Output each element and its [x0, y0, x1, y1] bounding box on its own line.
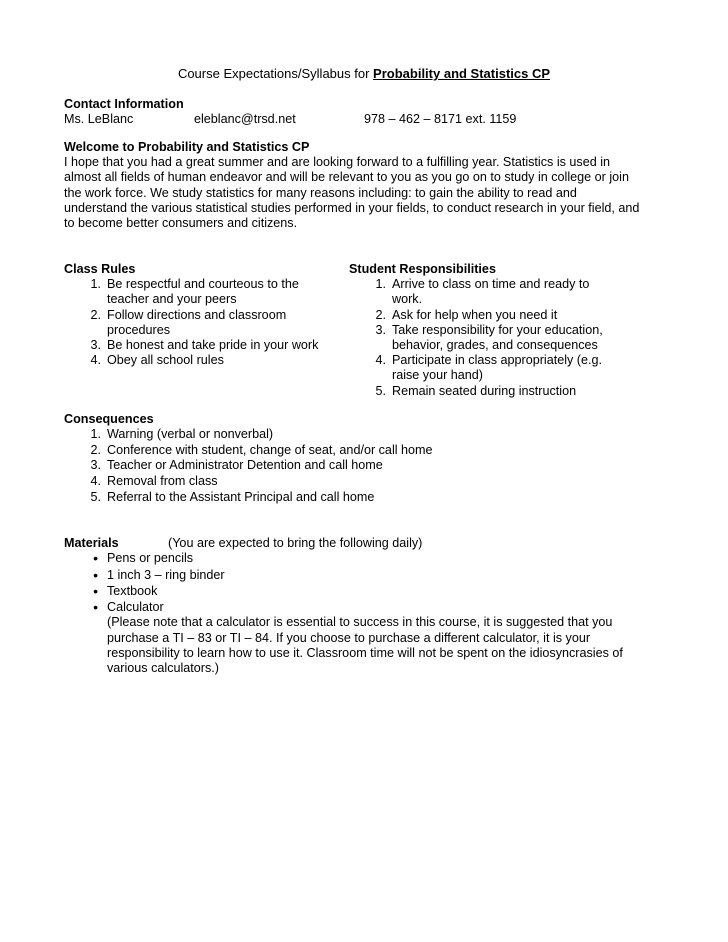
item-line: raise your hand): [392, 368, 484, 383]
list-item: [349, 353, 649, 383]
item-number: 5.: [375, 383, 386, 398]
item-text: Ask for help when you need it: [392, 307, 558, 322]
item-text: Obey all school rules: [107, 353, 224, 368]
list-item: [64, 584, 668, 600]
item-number: 3.: [90, 338, 101, 353]
class-rules-heading: Class Rules: [64, 262, 136, 276]
list-item: [64, 308, 349, 338]
list-item: [64, 277, 349, 307]
item-number: 3.: [375, 322, 386, 337]
item-text: Conference with student, change of seat, and/or call home: [107, 442, 433, 457]
materials-note: (You are expected to bring the following daily): [168, 536, 423, 550]
list-item: [64, 551, 668, 567]
calculator-label: Calculator: [107, 600, 164, 615]
item-line: teacher and your peers: [107, 292, 237, 307]
item-text: Be honest and take pride in your work: [107, 338, 319, 353]
bullet-icon: •: [93, 550, 98, 567]
welcome-heading: Welcome to Probability and Statistics CP: [64, 140, 310, 154]
materials-heading-row: [64, 536, 668, 551]
list-item: [64, 474, 668, 490]
item-number: 4.: [90, 353, 101, 368]
item-line: Arrive to class on time and ready to: [392, 277, 590, 292]
item-number: 2.: [90, 307, 101, 322]
item-number: 1.: [375, 277, 386, 292]
title-prefix: Course Expectations/Syllabus for: [177, 66, 374, 81]
list-item: [64, 338, 349, 353]
teacher-email: eleblanc@trsd.net: [194, 112, 296, 127]
item-text: [107, 277, 349, 307]
contact-row: [64, 112, 668, 127]
list-item: [64, 353, 349, 368]
contact-section: [64, 97, 668, 127]
calculator-note-line: (Please note that a calculator is essential to success in this course, it is suggested that you: [107, 615, 613, 630]
welcome-line: almost all fields of human endeavor and will be relevant to you as you go on to study in college or join: [64, 170, 629, 185]
item-number: 3.: [90, 458, 101, 473]
teacher-phone: 978 – 462 – 8171 ext. 1159: [364, 112, 517, 127]
item-line: behavior, grades, and consequences: [392, 338, 598, 353]
consequences-list: [64, 427, 668, 505]
item-text: Teacher or Administrator Detention and call home: [107, 458, 383, 473]
item-line: procedures: [107, 322, 171, 337]
item-number: 2.: [90, 442, 101, 457]
consequences-heading: Consequences: [64, 412, 154, 426]
list-item: [349, 384, 649, 399]
item-line: Participate in class appropriately (e.g.: [392, 353, 602, 368]
list-item: [64, 600, 668, 676]
item-line: Take responsibility for your education,: [392, 322, 603, 337]
page-title: [0, 66, 728, 81]
materials-section: [64, 536, 668, 676]
item-text: Pens or pencils: [107, 551, 194, 566]
contact-heading: Contact Information: [64, 97, 184, 111]
title-course: Probability and Statistics CP: [373, 66, 551, 81]
item-text: 1 inch 3 – ring binder: [107, 567, 225, 582]
item-number: 1.: [90, 427, 101, 442]
item-number: 1.: [90, 277, 101, 292]
item-text: Warning (verbal or nonverbal): [107, 427, 274, 442]
item-number: 4.: [90, 473, 101, 488]
list-item: [349, 323, 649, 353]
list-item: [64, 568, 668, 584]
item-text: Remain seated during instruction: [392, 383, 577, 398]
bullet-icon: •: [93, 566, 98, 583]
item-text: Removal from class: [107, 473, 218, 488]
item-text: [392, 353, 649, 383]
item-line: work.: [392, 292, 423, 307]
list-item: [349, 277, 649, 307]
item-number: 5.: [90, 489, 101, 504]
welcome-line: the work force. We study statistics for many reasons including: to gain the ability to read and: [64, 185, 577, 200]
item-number: 4.: [375, 353, 386, 368]
class-rules-list: [64, 277, 349, 368]
item-number: 2.: [375, 307, 386, 322]
bullet-icon: •: [93, 599, 98, 616]
list-item: [64, 443, 668, 459]
calculator-note-line: purchase a TI – 83 or TI – 84. If you choose to purchase a different calculator, it is your: [107, 630, 591, 645]
list-item: [64, 490, 668, 506]
item-text: [107, 308, 349, 338]
welcome-line: understand the various statistical studies performed in your fields, to conduct research in your field, and: [64, 200, 640, 215]
welcome-section: [64, 140, 668, 231]
list-item: [64, 458, 668, 474]
teacher-name: Ms. LeBlanc: [64, 112, 134, 127]
calculator-note-line: responsibility to learn how to use it. Classroom time will not be spent on the idiosyncrasies of: [107, 645, 623, 660]
calculator-note-line: various calculators.): [107, 660, 219, 675]
bullet-icon: •: [93, 582, 98, 599]
student-responsibilities-list: [349, 277, 649, 399]
item-line: Be respectful and courteous to the: [107, 277, 299, 292]
list-item: [64, 427, 668, 443]
item-line: Follow directions and classroom: [107, 307, 287, 322]
class-rules-section: [64, 262, 349, 368]
item-text: Referral to the Assistant Principal and call home: [107, 489, 375, 504]
item-text: [107, 600, 668, 676]
materials-list: [64, 551, 668, 676]
welcome-line: I hope that you had a great summer and are looking forward to a fulfilling year. Statistics is used in: [64, 155, 611, 170]
consequences-section: [64, 412, 668, 505]
item-text: Textbook: [107, 583, 158, 598]
item-text: [392, 277, 649, 307]
welcome-line: to become better consumers and citizens.: [64, 216, 298, 231]
materials-heading: Materials: [64, 536, 119, 550]
item-text: [392, 323, 649, 353]
student-responsibilities-section: [349, 262, 649, 399]
list-item: [349, 308, 649, 323]
student-responsibilities-heading: Student Responsibilities: [349, 262, 496, 276]
